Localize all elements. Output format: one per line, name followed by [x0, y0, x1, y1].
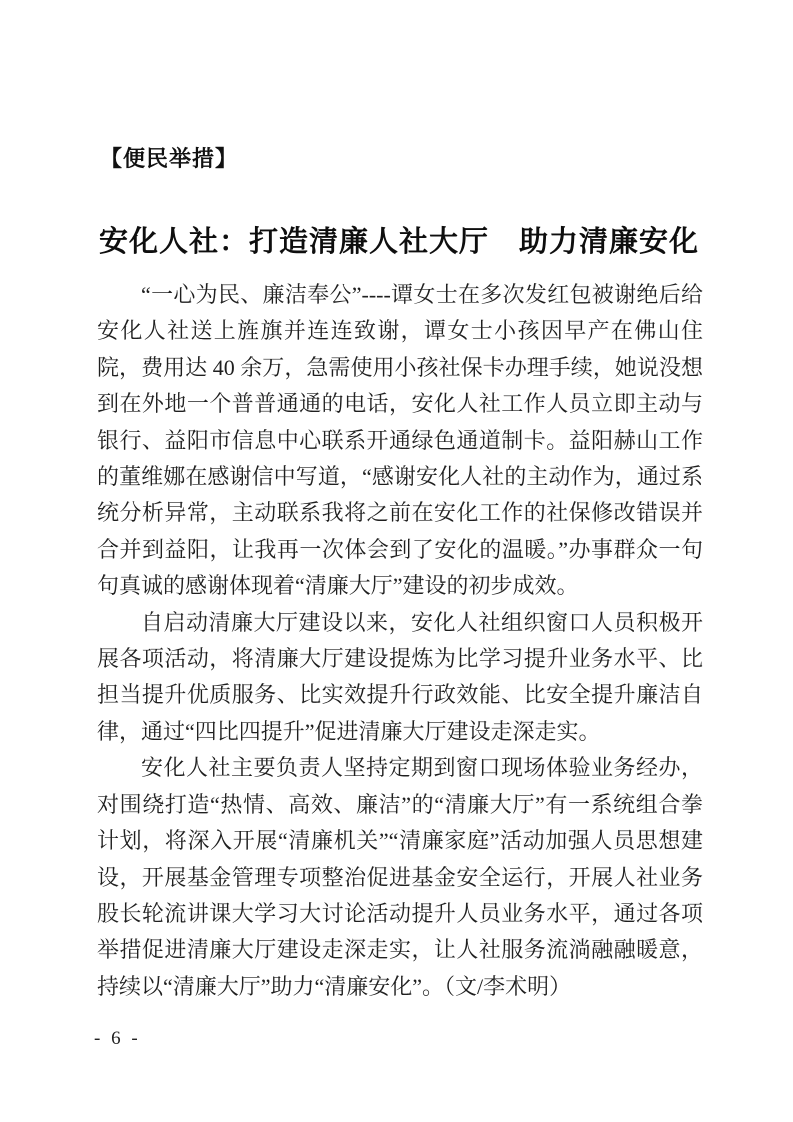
page-number: - 6 - — [94, 1028, 141, 1049]
article-title: 安化人社：打造清廉人社大厅 助力清廉安化 — [98, 226, 699, 259]
article-paragraph-2: 自启动清廉大厅建设以来，安化人社组织窗口人员积极开展各项活动，将清廉大厅建设提炼为比学习提升业务水平、比担当提升优质服务、比实效提升行政效能、比安全提升廉洁自律，通过“四比四提升”促进清廉大厅建设走深走实。 — [97, 609, 703, 744]
article-paragraph-1: “一心为民、廉洁奉公”----谭女士在多次发红包被谢绝后给安化人社送上旌旗并连连致谢，谭女士小孩因早产在佛山住院，费用达 40 余万，急需使用小孩社保卡办理手续，她说没想到在外地一个普普通通的电话，安化人社工作人员立即主动与银行、益阳市信息中心联系开通绿色通道制卡。益阳赫山工作的董维娜在感谢信中写道，“感谢安化人社的主动作为，通过系统分析异常，主动联系我将之前在安化工作的社保修改错误并合并到益阳，让我再一次体会到了安化的温暖。”办事群众一句句真诚的感谢体现着“清廉大厅”建设的初步成效。 — [97, 282, 703, 599]
section-header: 【便民举措】 — [100, 146, 239, 171]
article-body — [97, 277, 703, 1005]
article-paragraph-3: 安化人社主要负责人坚持定期到窗口现场体验业务经办，对围绕打造“热情、高效、廉洁”的“清廉大厅”有一系统组合拳计划，将深入开展“清廉机关”“清廉家庭”活动加强人员思想建设，开展基金管理专项整治促进基金安全运行，开展人社业务股长轮流讲课大学习大讨论活动提升人员业务水平，通过各项举措促进清廉大厅建设走深走实，让人社服务流淌融融暖意，持续以“清廉大厅”助力“清廉安化”。（文/李术明） — [97, 755, 703, 999]
